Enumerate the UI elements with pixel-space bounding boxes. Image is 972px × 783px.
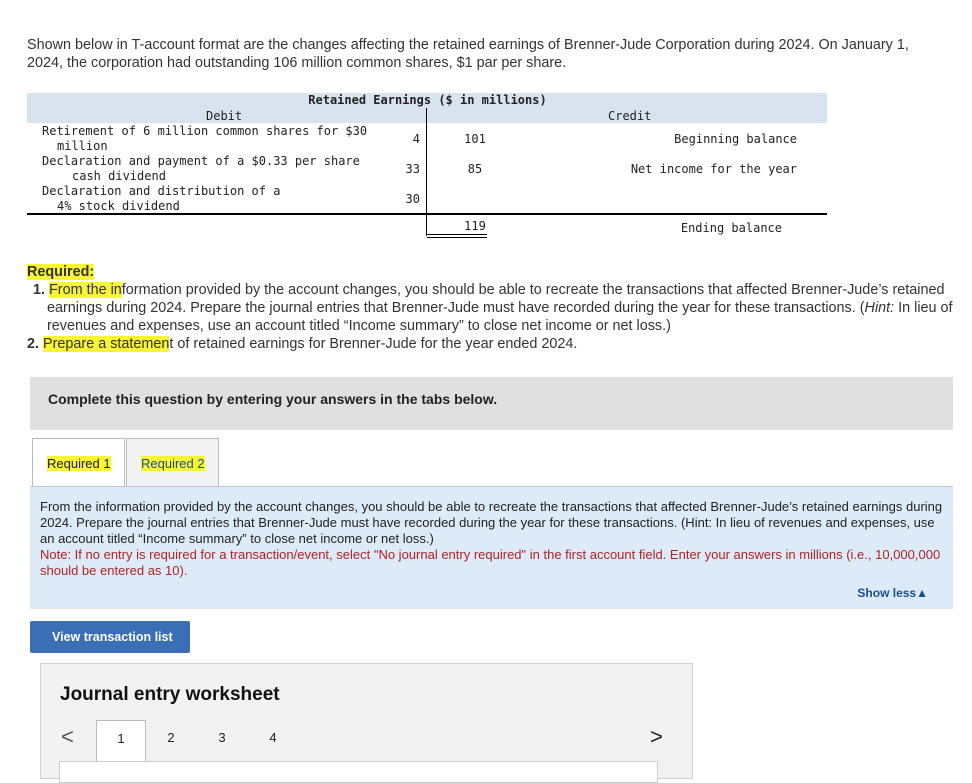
view-transaction-list-button[interactable]: View transaction list (30, 621, 190, 653)
debit-row-1: Retirement of 6 million common shares for $30 million (42, 124, 368, 153)
double-underline-bottom (427, 237, 487, 238)
page-4[interactable]: 4 (269, 730, 277, 745)
debit-amount-1: 4 (412, 132, 420, 146)
page-2[interactable]: 2 (167, 730, 175, 745)
problem-intro: Shown below in T-account format are the changes affecting the retained earnings of Brenner-Jude Corporation during 2024. On January 1, 2024, the corporation had outstanding 106 million common shares, $1 par per share. (27, 37, 909, 71)
info-text: From the information provided by the account changes, you should be able to recreate the transactions that affected Brenner-Jude’s retained earnings during 2024. Prepare the journal entries that Brenner-Jude must have recorded during the year for these transactions. (Hint: In lieu of revenues and expenses, use an account titled “Income summary” to close net income or net loss.) (40, 499, 943, 546)
worksheet-title: Journal entry worksheet (60, 684, 280, 705)
instructions-banner: Complete this question by entering your answers in the tabs below. (30, 377, 953, 430)
tab-required-1[interactable]: Required 1 (32, 438, 125, 486)
show-less-link[interactable]: Show less▲ (857, 586, 928, 600)
credit-label-2: Net income for the year (630, 162, 797, 176)
debit-amount-2: 33 (405, 162, 420, 176)
page-1[interactable]: 1 (96, 720, 146, 765)
taccount-vertical-line (426, 108, 427, 236)
debit-amount-3: 30 (405, 192, 420, 206)
journal-entry-worksheet (40, 663, 693, 779)
worksheet-body (59, 761, 658, 783)
page-3[interactable]: 3 (218, 730, 226, 745)
debit-row-2: Declaration and payment of a $0.33 per share cash dividend (42, 154, 360, 183)
credit-label: Credit (608, 109, 652, 123)
required-heading: Required: (27, 264, 95, 280)
tab-required-2[interactable]: Required 2 (126, 438, 219, 486)
credit-amount-1: 101 (464, 132, 486, 146)
taccount-title: Retained Earnings ($ in millions) (308, 93, 547, 107)
debit-row-3: Declaration and distribution of a 4% stock dividend (42, 184, 281, 213)
double-underline-top (427, 234, 487, 235)
credit-amount-2: 85 (467, 162, 483, 176)
credit-label-1: Beginning balance (674, 132, 797, 146)
required-section (27, 263, 957, 353)
chevron-left-icon[interactable]: < (61, 724, 74, 749)
info-panel (30, 486, 953, 609)
required-item-1: 1. From the information provided by the account changes, you should be able to recreate the transactions that affected Brenner-Jude’s retained earnings during 2024. Prepare the journal entries that Brenner-Jude must have recorded during the year for these transactions. (Hint: In lieu of revenues and expenses, use an account titled “Income summary” to close net income or net loss.) (33, 282, 953, 334)
debit-label: Debit (206, 109, 243, 123)
taccount-total-line (27, 213, 827, 215)
required-item-2: 2. Prepare a statement of retained earnings for Brenner-Jude for the year ended 2024. (27, 336, 578, 352)
ending-label: Ending balance (680, 221, 782, 235)
ending-amount: 119 (464, 219, 486, 233)
chevron-right-icon[interactable]: > (650, 724, 663, 749)
info-note: Note: If no entry is required for a transaction/event, select "No journal entry required" in the first account field. Enter your answers in millions (i.e., 10,000,000 should be entered as 10). (40, 547, 941, 578)
